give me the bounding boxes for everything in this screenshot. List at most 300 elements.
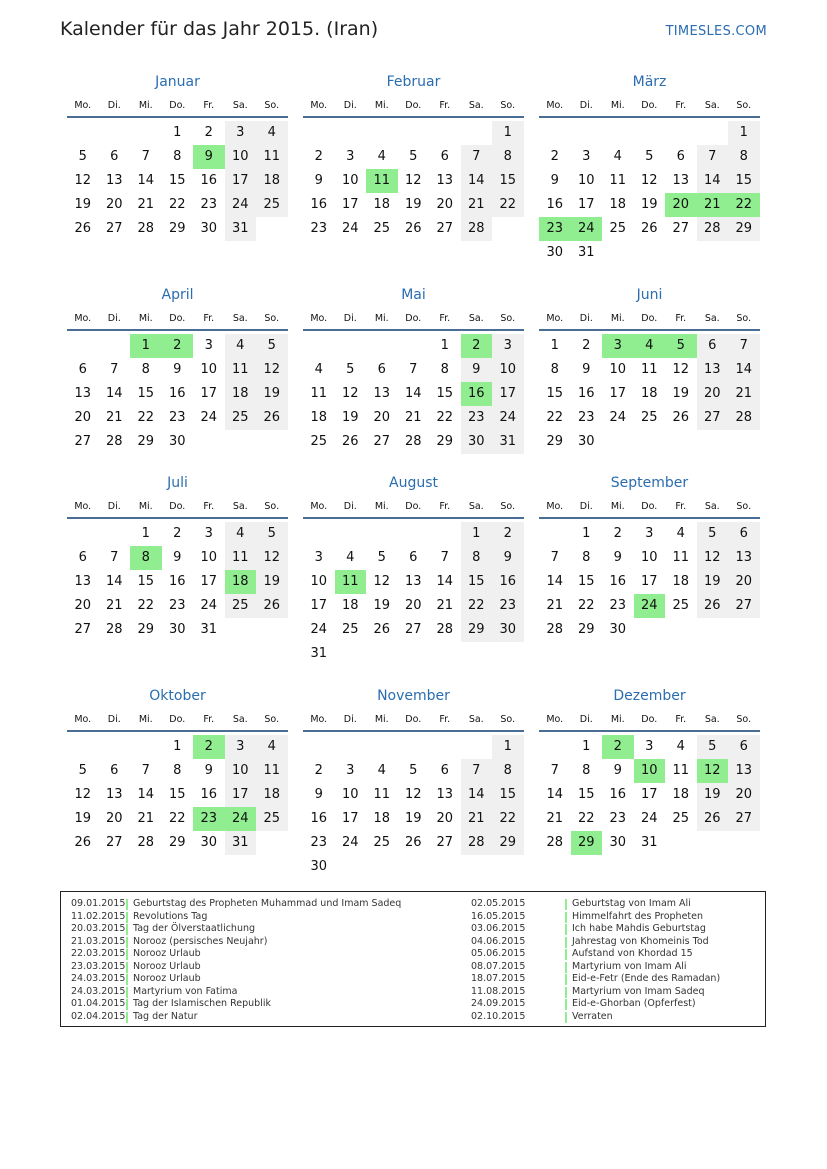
day-cell[interactable]: 21 [137,811,155,826]
day-cell[interactable]: 21 [461,193,493,217]
day-cell[interactable]: 27 [373,434,391,449]
day-cell[interactable]: 30 [546,245,564,260]
day-cell[interactable]: 10 [200,362,218,377]
day-cell[interactable]: 9 [204,763,213,778]
day-cell[interactable]: 28 [697,217,729,241]
day-cell[interactable]: 7 [110,362,119,377]
day-cell[interactable]: 5 [346,362,355,377]
day-cell[interactable]: 2 [314,149,323,164]
day-cell[interactable]: 25 [341,622,359,637]
day-cell[interactable]: 25 [672,598,690,613]
day-cell[interactable]: 7 [728,334,760,358]
day-cell[interactable]: 21 [137,197,155,212]
day-cell[interactable]: 25 [256,193,288,217]
day-cell[interactable]: 23 [609,811,627,826]
day-cell[interactable]: 3 [346,763,355,778]
day-cell[interactable]: 22 [436,410,454,425]
day-cell[interactable]: 1 [141,526,150,541]
day-cell-holiday[interactable]: 20 [665,193,697,217]
day-cell[interactable]: 24 [341,835,359,850]
day-cell[interactable]: 14 [697,169,729,193]
day-cell[interactable]: 19 [672,386,690,401]
day-cell[interactable]: 4 [256,121,288,145]
day-cell[interactable]: 27 [728,594,760,618]
day-cell[interactable]: 17 [609,386,627,401]
day-cell[interactable]: 5 [697,735,729,759]
day-cell[interactable]: 30 [200,835,218,850]
day-cell[interactable]: 8 [440,362,449,377]
day-cell[interactable]: 24 [341,221,359,236]
day-cell[interactable]: 8 [141,362,150,377]
day-cell[interactable]: 6 [728,735,760,759]
day-cell[interactable]: 1 [492,735,524,759]
day-cell-holiday[interactable]: 8 [130,546,162,570]
day-cell[interactable]: 21 [105,410,123,425]
day-cell[interactable]: 17 [225,169,257,193]
day-cell[interactable]: 18 [256,169,288,193]
day-cell[interactable]: 13 [672,173,690,188]
day-cell[interactable]: 10 [577,173,595,188]
day-cell[interactable]: 26 [697,594,729,618]
day-cell[interactable]: 19 [256,570,288,594]
day-cell[interactable]: 28 [461,831,493,855]
day-cell[interactable]: 25 [373,221,391,236]
day-cell[interactable]: 26 [697,807,729,831]
day-cell[interactable]: 28 [137,221,155,236]
day-cell[interactable]: 30 [168,622,186,637]
day-cell[interactable]: 16 [168,386,186,401]
day-cell[interactable]: 21 [546,598,564,613]
day-cell[interactable]: 2 [492,522,524,546]
day-cell[interactable]: 18 [310,410,328,425]
day-cell[interactable]: 1 [173,739,182,754]
day-cell-holiday[interactable]: 2 [162,334,194,358]
day-cell[interactable]: 14 [137,173,155,188]
day-cell[interactable]: 21 [728,382,760,406]
day-cell[interactable]: 28 [137,835,155,850]
day-cell[interactable]: 13 [697,358,729,382]
day-cell[interactable]: 7 [409,362,418,377]
day-cell[interactable]: 9 [613,550,622,565]
day-cell[interactable]: 4 [346,550,355,565]
day-cell[interactable]: 29 [137,434,155,449]
day-cell[interactable]: 16 [546,197,564,212]
day-cell[interactable]: 6 [697,334,729,358]
day-cell[interactable]: 6 [440,763,449,778]
day-cell[interactable]: 15 [137,386,155,401]
day-cell[interactable]: 7 [550,763,559,778]
day-cell[interactable]: 25 [310,434,328,449]
day-cell[interactable]: 26 [74,835,92,850]
day-cell[interactable]: 27 [105,835,123,850]
day-cell[interactable]: 29 [168,835,186,850]
day-cell[interactable]: 16 [200,787,218,802]
day-cell[interactable]: 4 [314,362,323,377]
day-cell[interactable]: 19 [74,197,92,212]
day-cell[interactable]: 18 [373,197,391,212]
day-cell[interactable]: 13 [436,173,454,188]
day-cell[interactable]: 16 [609,787,627,802]
day-cell[interactable]: 4 [377,149,386,164]
day-cell[interactable]: 29 [461,618,493,642]
day-cell[interactable]: 10 [310,574,328,589]
day-cell[interactable]: 27 [436,221,454,236]
day-cell[interactable]: 4 [225,522,257,546]
day-cell[interactable]: 24 [609,410,627,425]
day-cell[interactable]: 1 [582,739,591,754]
day-cell[interactable]: 29 [492,831,524,855]
day-cell[interactable]: 9 [173,362,182,377]
day-cell[interactable]: 14 [436,574,454,589]
day-cell[interactable]: 20 [74,598,92,613]
day-cell[interactable]: 22 [168,811,186,826]
day-cell[interactable]: 19 [373,598,391,613]
day-cell[interactable]: 5 [256,522,288,546]
day-cell[interactable]: 15 [492,169,524,193]
day-cell[interactable]: 14 [546,574,564,589]
day-cell-holiday[interactable]: 4 [634,334,666,358]
day-cell[interactable]: 1 [173,125,182,140]
day-cell[interactable]: 15 [137,574,155,589]
day-cell[interactable]: 19 [697,783,729,807]
day-cell[interactable]: 7 [141,763,150,778]
day-cell[interactable]: 19 [404,197,422,212]
day-cell[interactable]: 7 [550,550,559,565]
day-cell[interactable]: 21 [404,410,422,425]
day-cell[interactable]: 13 [373,386,391,401]
day-cell[interactable]: 16 [310,811,328,826]
day-cell[interactable]: 19 [640,197,658,212]
day-cell[interactable]: 3 [204,338,213,353]
day-cell[interactable]: 15 [168,173,186,188]
day-cell[interactable]: 20 [728,783,760,807]
day-cell[interactable]: 12 [373,574,391,589]
day-cell[interactable]: 24 [225,193,257,217]
day-cell-holiday[interactable]: 23 [193,807,225,831]
day-cell[interactable]: 27 [105,221,123,236]
day-cell[interactable]: 14 [461,783,493,807]
day-cell[interactable]: 23 [577,410,595,425]
day-cell[interactable]: 28 [436,622,454,637]
day-cell[interactable]: 4 [676,526,685,541]
day-cell[interactable]: 7 [110,550,119,565]
day-cell[interactable]: 2 [204,125,213,140]
day-cell[interactable]: 6 [728,522,760,546]
day-cell[interactable]: 17 [341,811,359,826]
day-cell[interactable]: 7 [440,550,449,565]
day-cell-holiday[interactable]: 5 [665,334,697,358]
day-cell[interactable]: 26 [404,221,422,236]
day-cell[interactable]: 22 [492,193,524,217]
day-cell[interactable]: 3 [204,526,213,541]
day-cell[interactable]: 24 [640,811,658,826]
day-cell-holiday[interactable]: 3 [602,334,634,358]
day-cell[interactable]: 27 [404,622,422,637]
day-cell[interactable]: 12 [404,787,422,802]
day-cell[interactable]: 6 [377,362,386,377]
day-cell[interactable]: 13 [404,574,422,589]
day-cell[interactable]: 3 [225,735,257,759]
day-cell[interactable]: 8 [461,546,493,570]
day-cell[interactable]: 28 [728,406,760,430]
day-cell[interactable]: 13 [728,759,760,783]
day-cell[interactable]: 20 [404,598,422,613]
day-cell-holiday[interactable]: 22 [728,193,760,217]
day-cell[interactable]: 23 [310,221,328,236]
day-cell[interactable]: 11 [256,759,288,783]
day-cell[interactable]: 16 [310,197,328,212]
day-cell[interactable]: 19 [256,382,288,406]
day-cell[interactable]: 11 [225,358,257,382]
day-cell[interactable]: 15 [546,386,564,401]
day-cell[interactable]: 12 [256,358,288,382]
day-cell[interactable]: 18 [609,197,627,212]
day-cell[interactable]: 13 [105,173,123,188]
day-cell[interactable]: 20 [105,197,123,212]
day-cell[interactable]: 31 [225,831,257,855]
day-cell-holiday[interactable]: 2 [602,735,634,759]
day-cell[interactable]: 28 [546,835,564,850]
day-cell[interactable]: 3 [582,149,591,164]
day-cell[interactable]: 9 [461,358,493,382]
day-cell[interactable]: 17 [200,574,218,589]
day-cell[interactable]: 5 [697,522,729,546]
day-cell[interactable]: 19 [404,811,422,826]
day-cell[interactable]: 6 [409,550,418,565]
day-cell[interactable]: 8 [492,759,524,783]
day-cell[interactable]: 5 [78,149,87,164]
day-cell[interactable]: 16 [200,173,218,188]
day-cell[interactable]: 15 [461,570,493,594]
day-cell[interactable]: 25 [373,835,391,850]
day-cell[interactable]: 15 [436,386,454,401]
day-cell-holiday[interactable]: 2 [461,334,493,358]
day-cell[interactable]: 31 [225,217,257,241]
day-cell[interactable]: 13 [74,386,92,401]
day-cell[interactable]: 26 [256,594,288,618]
day-cell[interactable]: 1 [550,338,559,353]
day-cell[interactable]: 11 [310,386,328,401]
day-cell[interactable]: 27 [697,406,729,430]
day-cell[interactable]: 1 [492,121,524,145]
day-cell[interactable]: 13 [105,787,123,802]
day-cell[interactable]: 24 [492,406,524,430]
day-cell[interactable]: 24 [310,622,328,637]
day-cell[interactable]: 29 [436,434,454,449]
day-cell[interactable]: 23 [168,410,186,425]
day-cell[interactable]: 14 [461,169,493,193]
day-cell[interactable]: 12 [640,173,658,188]
day-cell[interactable]: 30 [609,622,627,637]
day-cell[interactable]: 18 [341,598,359,613]
day-cell[interactable]: 17 [577,197,595,212]
day-cell[interactable]: 20 [436,197,454,212]
day-cell[interactable]: 26 [256,406,288,430]
day-cell[interactable]: 20 [74,410,92,425]
day-cell[interactable]: 29 [546,434,564,449]
day-cell[interactable]: 17 [640,574,658,589]
day-cell[interactable]: 16 [168,574,186,589]
day-cell[interactable]: 9 [314,173,323,188]
day-cell[interactable]: 22 [137,410,155,425]
day-cell[interactable]: 4 [613,149,622,164]
day-cell[interactable]: 3 [645,739,654,754]
day-cell[interactable]: 18 [672,787,690,802]
day-cell[interactable]: 22 [461,594,493,618]
day-cell[interactable]: 9 [314,787,323,802]
day-cell[interactable]: 23 [609,598,627,613]
day-cell[interactable]: 30 [577,434,595,449]
day-cell[interactable]: 26 [341,434,359,449]
day-cell[interactable]: 15 [492,783,524,807]
day-cell[interactable]: 3 [346,149,355,164]
day-cell[interactable]: 4 [676,739,685,754]
day-cell[interactable]: 15 [728,169,760,193]
day-cell[interactable]: 12 [672,362,690,377]
day-cell[interactable]: 20 [105,811,123,826]
day-cell[interactable]: 23 [492,594,524,618]
day-cell[interactable]: 26 [373,622,391,637]
day-cell[interactable]: 28 [461,217,493,241]
day-cell[interactable]: 10 [341,173,359,188]
day-cell-holiday[interactable]: 24 [225,807,257,831]
day-cell[interactable]: 23 [310,835,328,850]
day-cell-holiday[interactable]: 24 [634,594,666,618]
day-cell[interactable]: 17 [640,787,658,802]
day-cell[interactable]: 23 [168,598,186,613]
day-cell[interactable]: 12 [697,546,729,570]
day-cell[interactable]: 3 [492,334,524,358]
day-cell-holiday[interactable]: 11 [366,169,398,193]
day-cell[interactable]: 31 [577,245,595,260]
day-cell[interactable]: 22 [492,807,524,831]
day-cell[interactable]: 22 [168,197,186,212]
day-cell[interactable]: 15 [577,574,595,589]
day-cell[interactable]: 4 [377,763,386,778]
day-cell[interactable]: 5 [409,149,418,164]
day-cell[interactable]: 6 [440,149,449,164]
day-cell[interactable]: 21 [461,807,493,831]
day-cell[interactable]: 10 [200,550,218,565]
day-cell[interactable]: 29 [577,622,595,637]
day-cell[interactable]: 30 [168,434,186,449]
day-cell[interactable]: 1 [440,338,449,353]
day-cell[interactable]: 20 [436,811,454,826]
day-cell[interactable]: 10 [640,550,658,565]
day-cell[interactable]: 3 [314,550,323,565]
day-cell[interactable]: 24 [200,410,218,425]
day-cell-holiday[interactable]: 24 [571,217,603,241]
day-cell-holiday[interactable]: 10 [634,759,666,783]
day-cell[interactable]: 18 [640,386,658,401]
day-cell[interactable]: 16 [492,570,524,594]
day-cell[interactable]: 17 [200,386,218,401]
day-cell[interactable]: 13 [74,574,92,589]
day-cell[interactable]: 5 [645,149,654,164]
day-cell[interactable]: 5 [409,763,418,778]
day-cell[interactable]: 10 [341,787,359,802]
day-cell[interactable]: 17 [310,598,328,613]
day-cell[interactable]: 22 [137,598,155,613]
day-cell[interactable]: 24 [200,598,218,613]
day-cell[interactable]: 23 [461,406,493,430]
day-cell[interactable]: 25 [609,221,627,236]
day-cell[interactable]: 12 [256,546,288,570]
day-cell[interactable]: 7 [461,145,493,169]
day-cell[interactable]: 26 [74,221,92,236]
day-cell[interactable]: 9 [173,550,182,565]
day-cell[interactable]: 25 [640,410,658,425]
day-cell[interactable]: 26 [640,221,658,236]
day-cell[interactable]: 21 [105,598,123,613]
day-cell[interactable]: 23 [200,197,218,212]
day-cell[interactable]: 3 [225,121,257,145]
day-cell[interactable]: 8 [492,145,524,169]
day-cell[interactable]: 14 [728,358,760,382]
day-cell[interactable]: 6 [78,362,87,377]
day-cell[interactable]: 8 [582,550,591,565]
day-cell[interactable]: 18 [225,382,257,406]
day-cell[interactable]: 10 [492,358,524,382]
day-cell[interactable]: 28 [404,434,422,449]
day-cell[interactable]: 9 [582,362,591,377]
day-cell[interactable]: 20 [697,382,729,406]
day-cell[interactable]: 2 [314,763,323,778]
day-cell[interactable]: 11 [609,173,627,188]
day-cell[interactable]: 29 [137,622,155,637]
day-cell[interactable]: 16 [577,386,595,401]
day-cell[interactable]: 20 [373,410,391,425]
day-cell[interactable]: 9 [492,546,524,570]
day-cell[interactable]: 28 [105,622,123,637]
day-cell[interactable]: 27 [728,807,760,831]
day-cell[interactable]: 8 [550,362,559,377]
day-cell[interactable]: 30 [461,430,493,454]
day-cell[interactable]: 4 [256,735,288,759]
day-cell[interactable]: 1 [461,522,493,546]
day-cell[interactable]: 13 [728,546,760,570]
day-cell[interactable]: 12 [341,386,359,401]
day-cell[interactable]: 8 [728,145,760,169]
day-cell[interactable]: 7 [697,145,729,169]
day-cell[interactable]: 18 [672,574,690,589]
day-cell[interactable]: 21 [436,598,454,613]
day-cell[interactable]: 14 [404,386,422,401]
day-cell[interactable]: 8 [173,149,182,164]
day-cell[interactable]: 6 [676,149,685,164]
day-cell[interactable]: 18 [256,783,288,807]
day-cell[interactable]: 6 [110,763,119,778]
day-cell[interactable]: 14 [546,787,564,802]
day-cell[interactable]: 19 [697,570,729,594]
day-cell-holiday[interactable]: 11 [335,570,367,594]
day-cell-holiday[interactable]: 23 [539,217,571,241]
day-cell[interactable]: 5 [377,550,386,565]
day-cell[interactable]: 1 [582,526,591,541]
day-cell[interactable]: 6 [78,550,87,565]
day-cell[interactable]: 7 [141,149,150,164]
brand-link[interactable]: TIMESLES.COM [665,24,767,39]
day-cell[interactable]: 18 [373,811,391,826]
day-cell[interactable]: 28 [105,434,123,449]
day-cell[interactable]: 2 [582,338,591,353]
day-cell[interactable]: 17 [341,197,359,212]
day-cell-holiday[interactable]: 9 [193,145,225,169]
day-cell[interactable]: 10 [609,362,627,377]
day-cell[interactable]: 14 [105,386,123,401]
day-cell[interactable]: 17 [492,382,524,406]
day-cell[interactable]: 8 [173,763,182,778]
